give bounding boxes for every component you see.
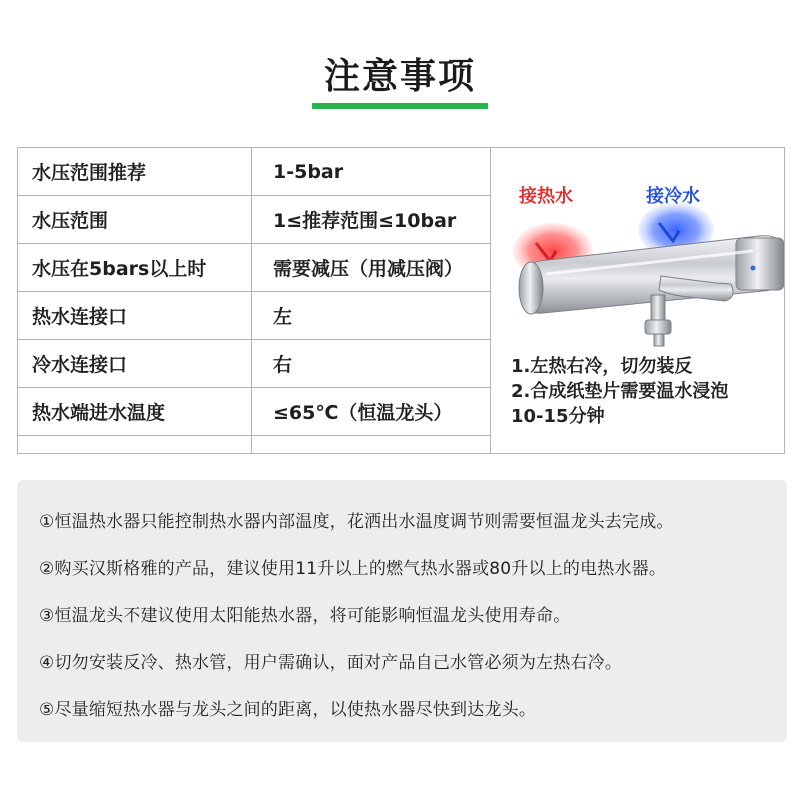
spec-empty-cell <box>252 436 491 455</box>
hot-water-label: 接热水 <box>519 186 573 207</box>
spec-value: 左 <box>252 292 491 340</box>
title-area <box>0 44 800 109</box>
notice-panel <box>17 480 787 742</box>
page-title-text: 注意事项 <box>323 56 476 97</box>
install-note: 1.左热右冷，切勿装反 <box>511 356 693 377</box>
spec-row-empty <box>18 436 490 455</box>
install-note: 2.合成纸垫片需要温水浸泡 <box>511 381 729 402</box>
title-underline <box>312 103 488 109</box>
handle-knob <box>736 238 784 290</box>
notice-item: ①恒温热水器只能控制热水器内部温度，花洒出水温度调节则需要恒温龙头去完成。 <box>39 512 674 532</box>
spec-value: 右 <box>252 340 491 388</box>
install-note: 10-15分钟 <box>511 406 605 427</box>
notice-item: ④切勿安装反冷、热水管，用户需确认，面对产品自己水管必须为左热右冷。 <box>39 653 623 673</box>
page-title <box>312 44 488 109</box>
spec-value: 需要减压（用减压阀） <box>252 244 491 292</box>
spec-panel <box>17 147 785 454</box>
spec-row <box>18 340 490 388</box>
spec-value: ≤65℃（恒温龙头） <box>252 388 491 436</box>
spec-row <box>18 244 490 292</box>
notice-item: ③恒温龙头不建议使用太阳能热水器，将可能影响恒温龙头使用寿命。 <box>39 606 571 626</box>
spec-value: 1-5bar <box>252 148 491 196</box>
notice-item: ⑤尽量缩短热水器与龙头之间的距离，以使热水器尽快到达龙头。 <box>39 700 537 720</box>
spec-row <box>18 196 490 244</box>
notice-item: ②购买汉斯格雅的产品，建议使用11升以上的燃气热水器或80升以上的电热水器。 <box>39 559 667 579</box>
spec-table <box>18 148 490 454</box>
spec-label: 热水端进水温度 <box>18 388 252 436</box>
spec-value: 1≤推荐范围≤10bar <box>252 196 491 244</box>
spec-empty-cell <box>18 436 252 455</box>
product-image-panel <box>491 148 784 453</box>
spec-row <box>18 148 490 196</box>
spec-row <box>18 388 490 436</box>
cold-water-label: 接冷水 <box>646 186 700 207</box>
spec-label: 水压在5bars以上时 <box>18 244 252 292</box>
install-notes <box>511 354 728 429</box>
spec-label: 水压范围推荐 <box>18 148 252 196</box>
spec-label: 冷水连接口 <box>18 340 252 388</box>
spec-label: 热水连接口 <box>18 292 252 340</box>
spec-label: 水压范围 <box>18 196 252 244</box>
spec-row <box>18 292 490 340</box>
